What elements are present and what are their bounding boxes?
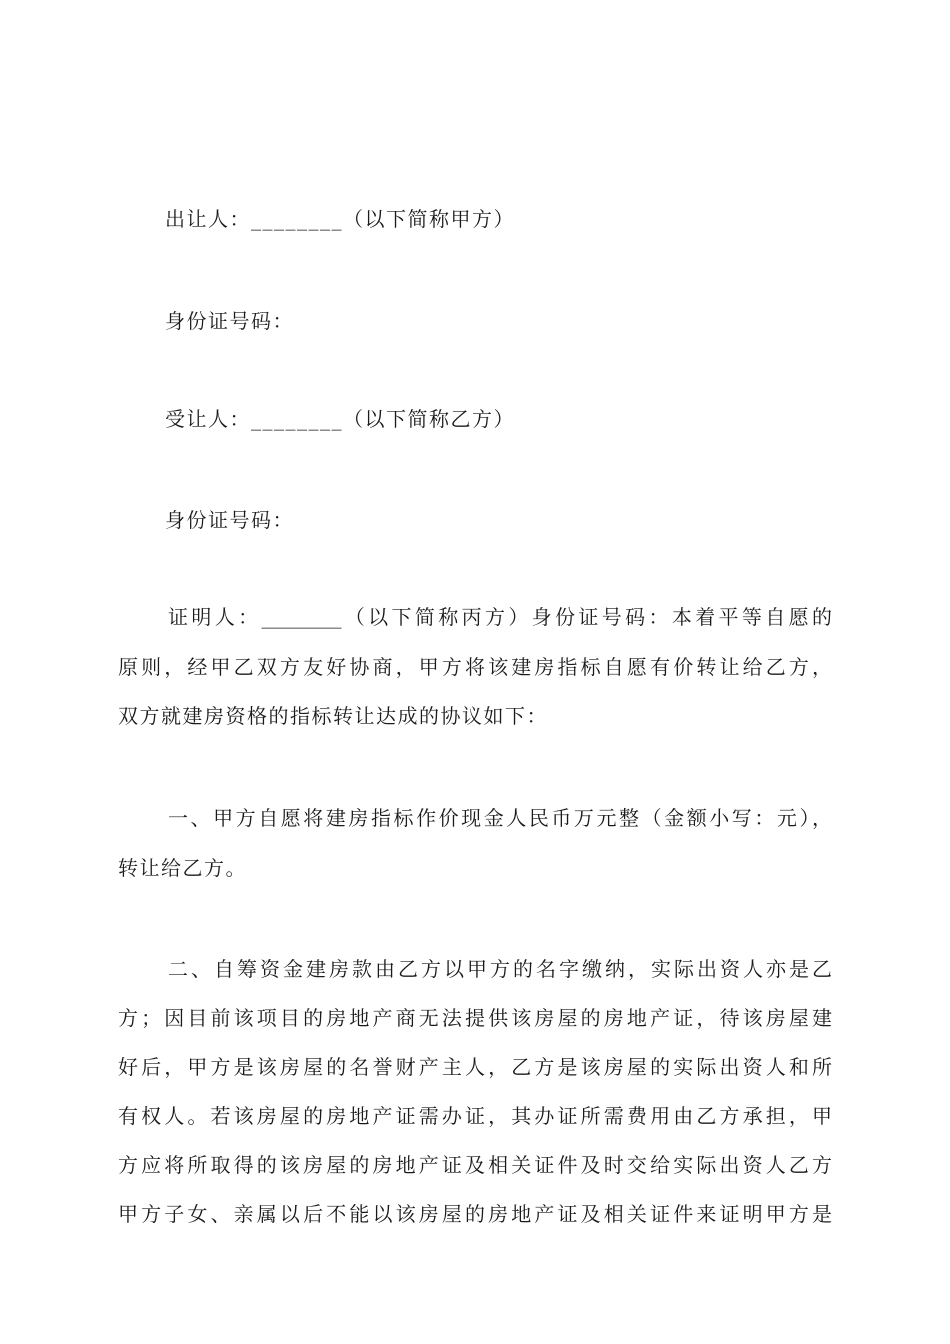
transferor-line: 出让人：________（以下简称甲方） — [165, 207, 515, 231]
clause-two-line-6: 甲方子女、亲属以后不能以该房屋的房地产证及相关证件来证明甲方是 — [118, 1202, 832, 1226]
witness-paragraph-line-1: 证明人：________（以下简称丙方）身份证号码：本着平等自愿的 — [168, 605, 832, 629]
clause-two-line-3: 好后，甲方是该房屋的名誉财产主人，乙方是该房屋的实际出资人和所 — [118, 1055, 832, 1079]
transferee-line: 受让人：________（以下简称乙方） — [165, 407, 515, 431]
clause-two-line-4: 有权人。若该房屋的房地产证需办证，其办证所需费用由乙方承担，甲 — [118, 1104, 832, 1128]
transferor-id-line: 身份证号码： — [165, 309, 294, 333]
transferee-id-line: 身份证号码： — [165, 508, 294, 532]
witness-paragraph-line-3: 双方就建房资格的指标转让达成的协议如下： — [118, 704, 548, 728]
clause-two-line-2: 方；因目前该项目的房地产商无法提供该房屋的房地产证，待该房屋建 — [118, 1006, 832, 1030]
clause-one-line-2: 转让给乙方。 — [118, 856, 247, 880]
witness-paragraph-line-2: 原则，经甲乙双方友好协商，甲方将该建房指标自愿有价转让给乙方， — [118, 655, 832, 679]
clause-one-line-1: 一、甲方自愿将建房指标作价现金人民币万元整（金额小写：元）， — [168, 806, 832, 830]
clause-two-line-5: 方应将所取得的该房屋的房地产证及相关证件及时交给实际出资人乙方 — [118, 1153, 832, 1177]
clause-two-line-1: 二、自筹资金建房款由乙方以甲方的名字缴纳，实际出资人亦是乙 — [168, 957, 832, 981]
